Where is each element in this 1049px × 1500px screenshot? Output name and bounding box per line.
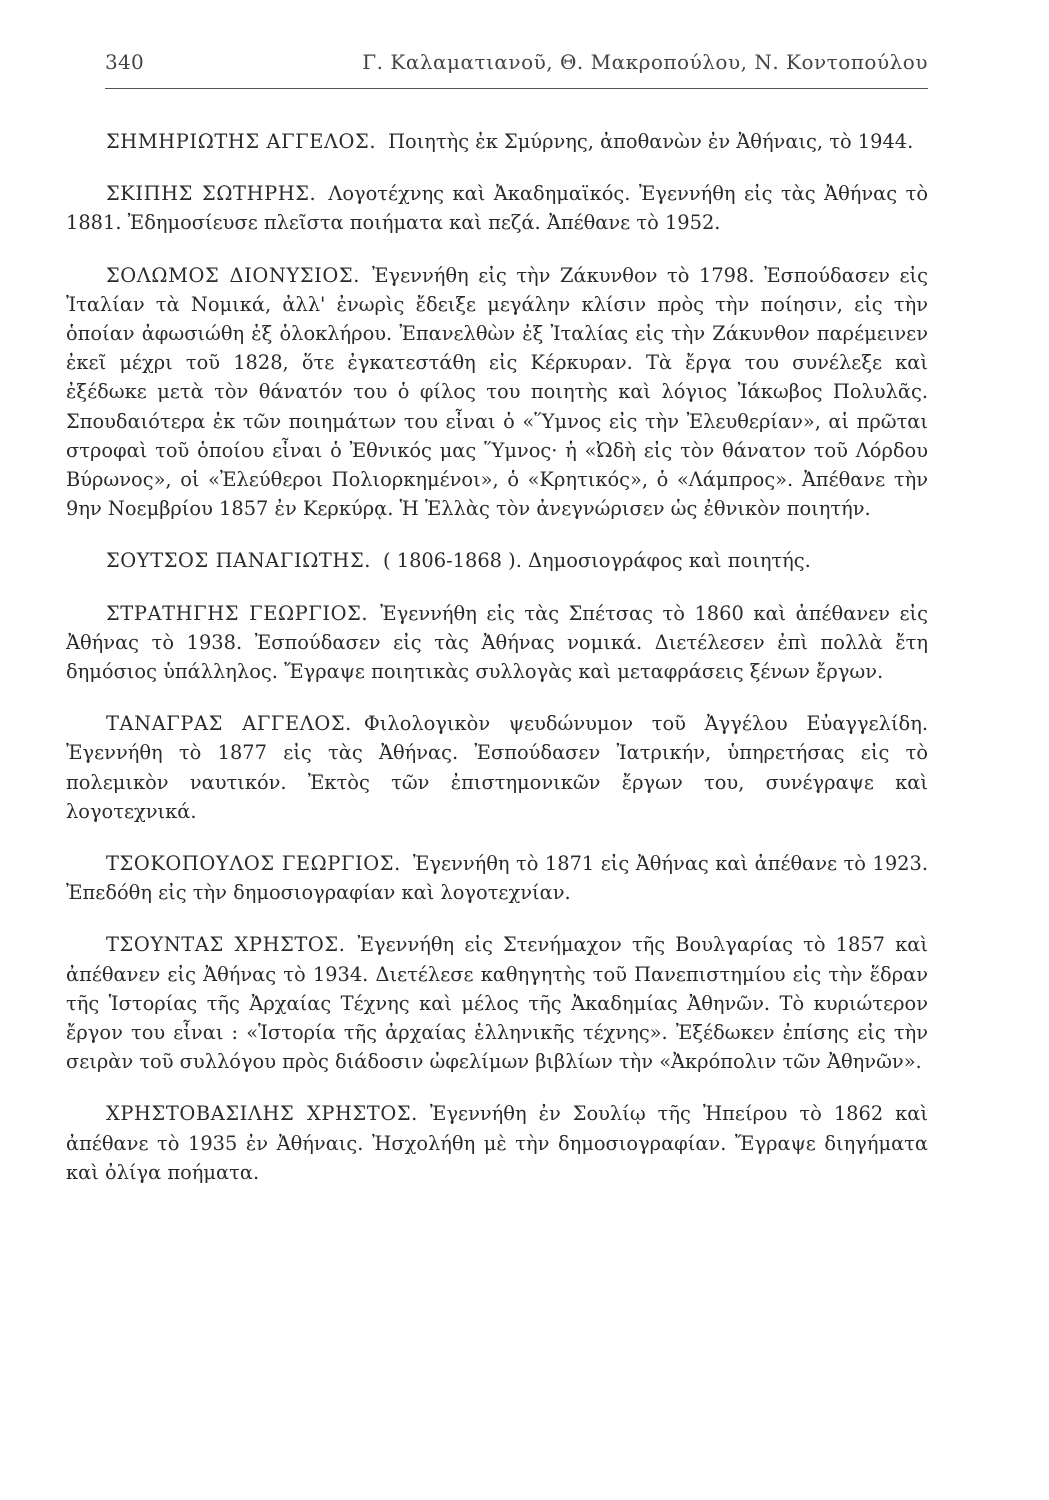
page-header (105, 50, 928, 89)
entry-skipis (66, 179, 928, 237)
entry-solomos (66, 261, 928, 524)
entry-name: ΣΤΡΑΤΗΓΗΣ ΓΕΩΡΓΙΟΣ. (106, 601, 369, 625)
entry-name: ΣΟΥΤΣΟΣ ΠΑΝΑΓΙΩΤΗΣ. (106, 549, 372, 573)
entry-tsountas (66, 930, 928, 1076)
entry-name: ΤΣΟΚΟΠΟΥΛΟΣ ΓΕΩΡΓΙΟΣ. (106, 852, 401, 876)
entry-name: ΤΣΟΥΝΤΑΣ ΧΡΗΣΤΟΣ. (106, 933, 346, 957)
entry-tanagras (66, 709, 928, 826)
entry-text: Ἐγεννήθη τὸ 1871 εἰς Ἀθήνας καὶ ἀπέθανε τὸ 1923. Ἐπεδόθη εἰς τὴν δημοσιογραφίαν καὶ λογοτεχνίαν. (66, 852, 928, 905)
entry-text: Ἐγεννήθη ἐν Σουλίῳ τῆς Ἠπείρου τὸ 1862 καὶ ἀπέθανε τὸ 1935 ἐν Ἀθήναις. Ἠσχολήθη μὲ τὴν δημοσιογραφίαν. Ἔγραψε διηγήματα καὶ ὀλίγα ποήματα. (66, 1102, 928, 1184)
entry-soutsos (66, 546, 928, 575)
entry-christovasilis (66, 1099, 928, 1187)
entry-text: Λογοτέχνης καὶ Ἀκαδημαϊκός. Ἐγεννήθη εἰς τὰς Ἀθήνας τὸ 1881. Ἐδημοσίευσε πλεῖστα ποιήματα καὶ πεζά. Ἀπέθανε τὸ 1952. (66, 182, 928, 235)
entry-tsokopoulos (66, 849, 928, 907)
entry-name: ΣΚΙΠΗΣ ΣΩΤΗΡΗΣ. (106, 182, 317, 206)
entry-simiriotis (66, 127, 928, 156)
entry-name: ΤΑΝΑΓΡΑΣ ΑΓΓΕΛΟΣ. (106, 712, 352, 736)
entry-text: Ἐγεννήθη εἰς Στενήμαχον τῆς Βουλγαρίας τὸ 1857 καὶ ἀπέθανεν εἰς Ἀθήνας τὸ 1934. Διετέλεσε καθηγητὴς τοῦ Πανεπιστημίου εἰς τὴν ἕδραν τῆς Ἱστορίας τῆς Ἀρχαίας Τέχνης καὶ μέλος τῆς Ἀκαδημίας Ἀθηνῶν. Τὸ κυριώτερον ἔργον του εἶναι : «Ἱστορία τῆς ἀρχαίας ἑλληνικῆς τέχνης». Ἐξέδωκεν ἐπίσης εἰς τὴν σειρὰν τοῦ συλλόγου πρὸς διάδοσιν ὠφελίμων βιβλίων τὴν «Ἀκρόπολιν τῶν Ἀθηνῶν». (66, 933, 928, 1074)
entry-stratigis (66, 599, 928, 687)
entry-text: ( 1806-1868 ). Δημοσιογράφος καὶ ποιητής. (383, 549, 811, 573)
entry-text: Ἐγεννήθη εἰς τὰς Σπέτσας τὸ 1860 καὶ ἀπέθανεν εἰς Ἀθήνας τὸ 1938. Ἐσπούδασεν εἰς τὰς Ἀθήνας νομικά. Διετέλεσεν ἐπὶ πολλὰ ἔτη δημόσιος ὑπάλληλος. Ἔγραψε ποιητικὰς συλλογὰς καὶ μεταφράσεις ξένων ἔργων. (66, 601, 928, 684)
entries-list (66, 127, 928, 1210)
entry-text: Ἐγεννήθη εἰς τὴν Ζάκυνθον τὸ 1798. Ἐσπούδασεν εἰς Ἰταλίαν τὰ Νομικά, ἀλλ' ἐνωρὶς ἔδειξε μεγάλην κλίσιν πρὸς τὴν ποίησιν, εἰς τὴν ὁποίαν ἀφωσιώθη ἐξ ὁλοκλήρου. Ἐπανελθὼν ἐξ Ἰταλίας εἰς τὴν Ζάκυνθον παρέμεινεν ἐκεῖ μέχρι τοῦ 1828, ὅτε ἐγκατεστάθη εἰς Κέρκυραν. Τὰ ἔργα του συνέλεξε καὶ ἐξέδωκε μετὰ τὸν θάνατόν του ὁ φίλος του ποιητὴς καὶ λόγιος Ἰάκωβος Πολυλᾶς. Σπουδαιότερα ἐκ τῶν ποιημάτων του εἶναι ὁ «Ὕμνος εἰς τὴν Ἐλευθερίαν», αἱ πρῶται στροφαὶ τοῦ ὁποίου εἶναι ὁ Ἐθνικός μας Ὕμνος· ἡ «Ὠδὴ εἰς τὸν θάνατον τοῦ Λόρδου Βύρωνος», οἱ «Ἐλεύθεροι Πολιορκημένοι», ὁ «Κρητικός», ὁ «Λάμπρος». Ἀπέθανε τὴν 9ην Νοεμβρίου 1857 ἐν Κερκύρᾳ. Ἡ Ἑλλὰς τὸν ἀνεγνώρισεν ὡς ἐθνικὸν ποιητήν. (66, 263, 928, 521)
entry-name: ΣΗΜΗΡΙΩΤΗΣ ΑΓΓΕΛΟΣ. (106, 130, 377, 153)
entry-name: ΣΟΛΩΜΟΣ ΔΙΟΝΥΣΙΟΣ. (106, 263, 360, 287)
page-number: 340 (105, 50, 145, 74)
entry-text: Ποιητὴς ἐκ Σμύρνης, ἀποθανὼν ἐν Ἀθήναις, τὸ 1944. (388, 130, 914, 153)
entry-text: Φιλολογικὸν ψευδώνυμον τοῦ Ἀγγέλου Εὐαγγελίδη. Ἐγεννήθη τὸ 1877 εἰς τὰς Ἀθήνας. Ἐσπούδασεν Ἰατρικήν, ὑπηρετήσας εἰς τὸ πολεμικὸν ναυτικόν. Ἐκτὸς τῶν ἐπιστημονικῶν ἔργων του, συνέγραψε καὶ λογοτεχνικά. (66, 712, 929, 823)
running-title: Γ. Καλαματιανοῦ, Θ. Μακροπούλου, Ν. Κοντοπούλου (362, 50, 928, 74)
entry-name: ΧΡΗΣΤΟΒΑΣΙΛΗΣ ΧΡΗΣΤΟΣ. (106, 1102, 418, 1126)
